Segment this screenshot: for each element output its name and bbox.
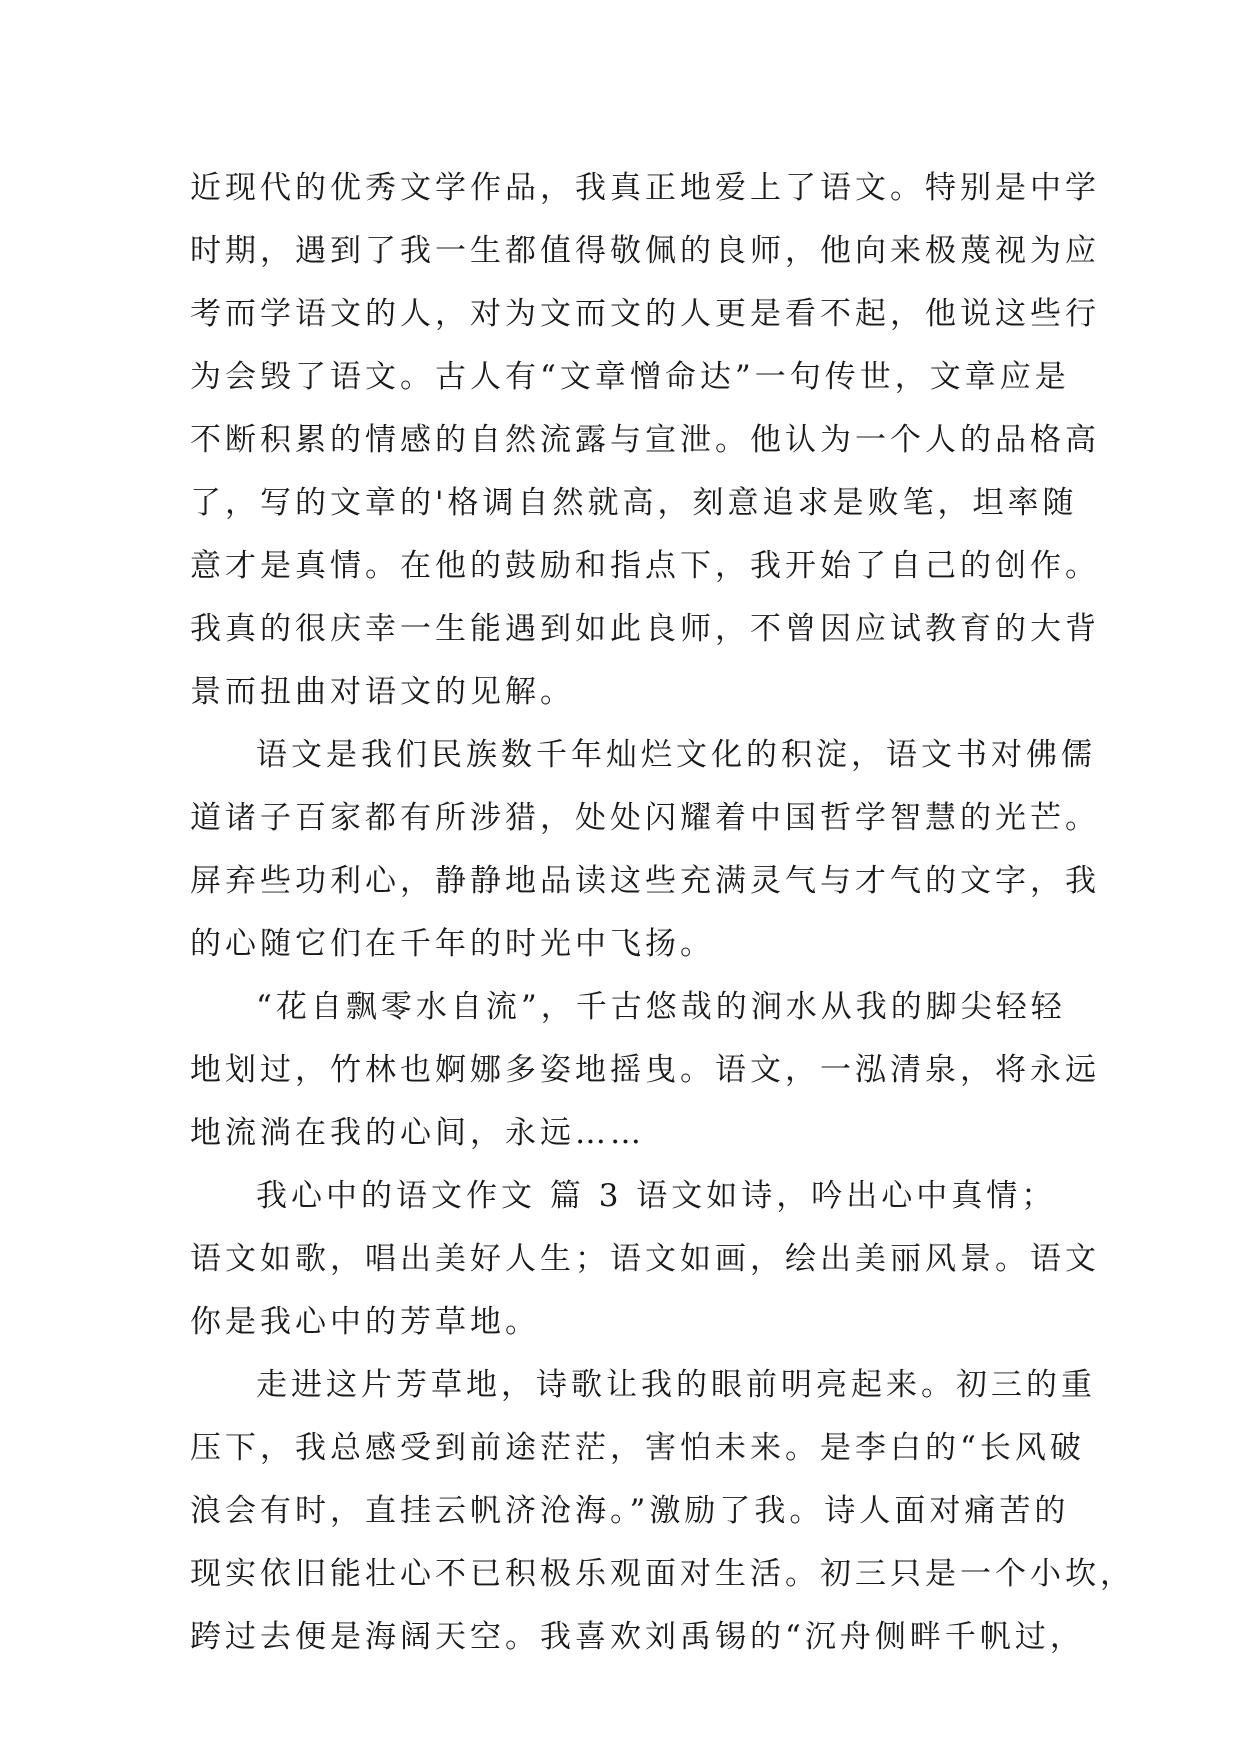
text-line: 地划过，竹林也婀娜多姿地摇曳。语文，一泓清泉，将永远 (190, 1052, 1100, 1088)
text-line: 意才是真情。在他的鼓励和指点下，我开始了自己的创作。 (190, 548, 1100, 584)
text-line: “花自飘零水自流”，千古悠哉的涧水从我的脚尖轻轻 (256, 989, 1066, 1025)
text-line: 语文是我们民族数千年灿烂文化的积淀，语文书对佛儒 (256, 737, 1096, 773)
text-line: 走进这片芳草地，诗歌让我的眼前明亮起来。初三的重 (256, 1367, 1096, 1403)
text-line: 时期，遇到了我一生都值得敬佩的良师，他向来极蔑视为应 (190, 233, 1100, 269)
essay-body (190, 157, 1135, 1669)
text-line: 了，写的文章的'格调自然就高，刻意追求是败笔，坦率随 (190, 485, 1078, 521)
text-line: 地流淌在我的心间，永远…… (190, 1115, 645, 1151)
text-line: 考而学语文的人，对为文而文的人更是看不起，他说这些行 (190, 296, 1100, 332)
text-line: 的心随它们在千年的时光中飞扬。 (190, 926, 715, 962)
text-line: 跨过去便是海阔天空。我喜欢刘禹锡的“沉舟侧畔千帆过， (190, 1619, 1085, 1655)
text-line: 你是我心中的芳草地。 (190, 1304, 540, 1340)
text-line: 不断积累的情感的自然流露与宣泄。他认为一个人的品格高 (190, 422, 1100, 458)
text-line: 屏弃些功利心，静静地品读这些充满灵气与才气的文字，我 (190, 863, 1100, 899)
text-line: 浪会有时，直挂云帆济沧海。”激励了我。诗人面对痛苦的 (190, 1493, 1070, 1529)
text-line: 景而扭曲对语文的见解。 (190, 674, 575, 710)
text-line: 压下，我总感受到前途茫茫，害怕未来。是李白的“长风破 (190, 1430, 1085, 1466)
text-line: 语文如歌，唱出美好人生；语文如画，绘出美丽风景。语文 (190, 1241, 1100, 1277)
text-line: 我真的很庆幸一生能遇到如此良师，不曾因应试教育的大背 (190, 611, 1100, 647)
text-line: 我心中的语文作文 篇 3 语文如诗，吟出心中真情； (256, 1178, 1057, 1214)
text-line: 道诸子百家都有所涉猎，处处闪耀着中国哲学智慧的光芒。 (190, 800, 1100, 836)
text-line: 为会毁了语文。古人有“文章憎命达”一句传世，文章应是 (190, 359, 1070, 395)
text-line: 近现代的优秀文学作品，我真正地爱上了语文。特别是中学 (190, 170, 1100, 206)
text-line: 现实依旧能壮心不已积极乐观面对生活。初三只是一个小坎， (190, 1556, 1135, 1592)
